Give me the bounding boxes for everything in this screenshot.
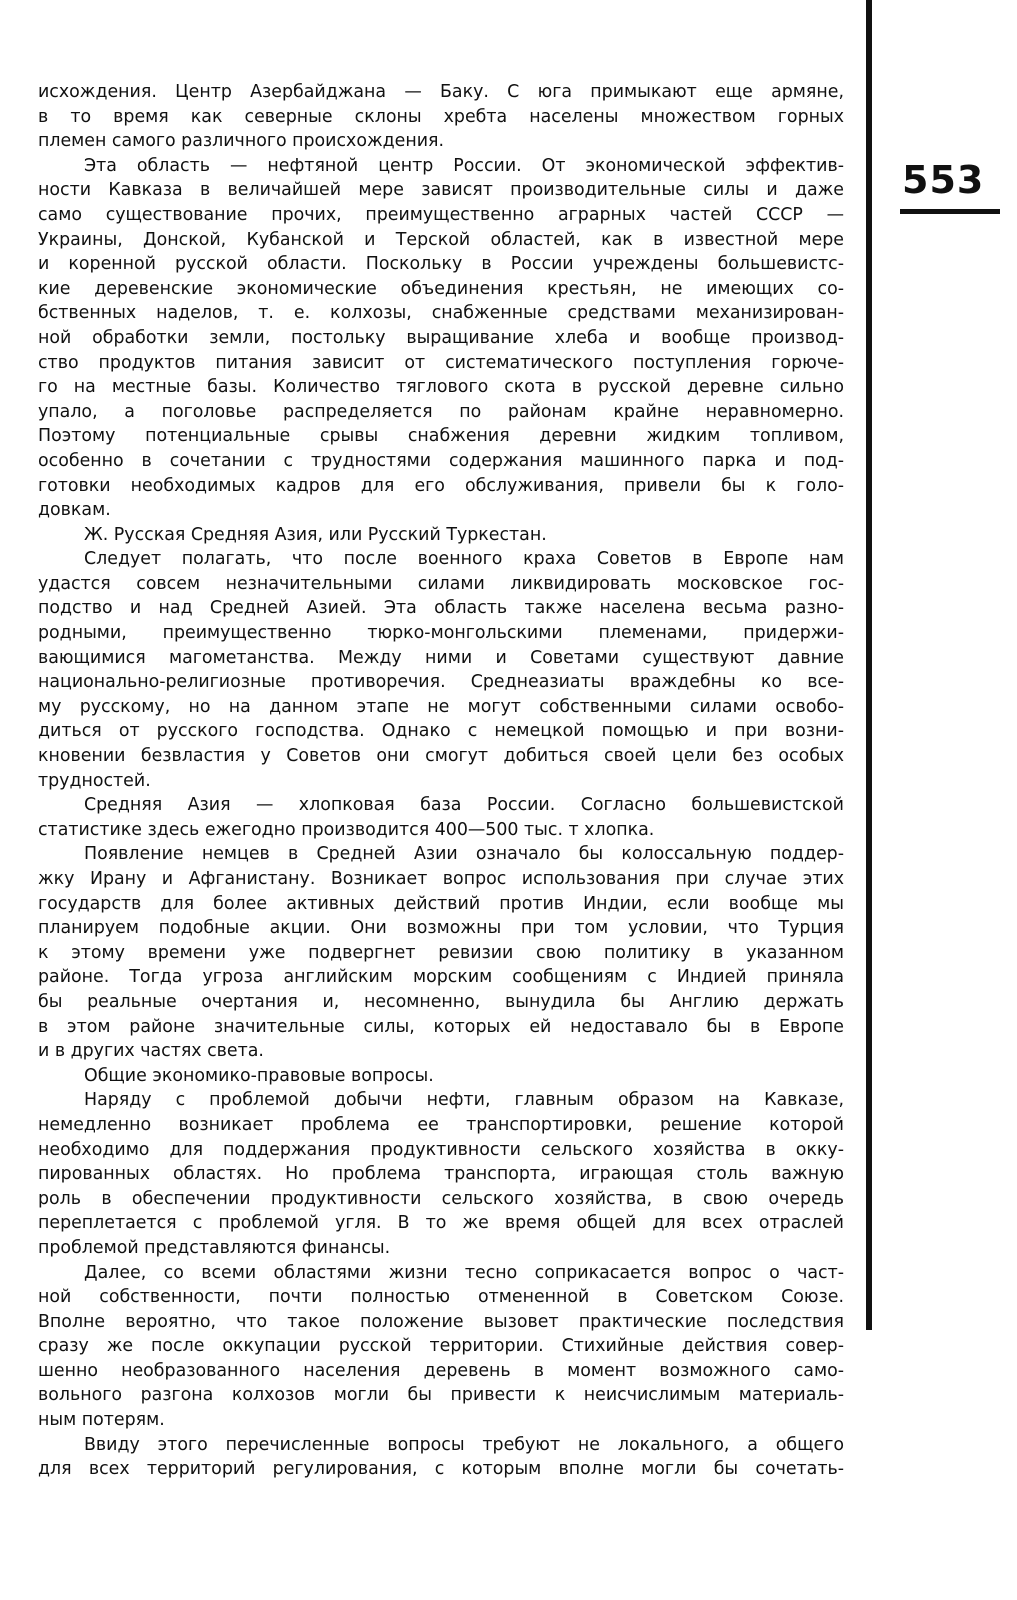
text-line: удастся совсем незначительными силами ликвидировать московское гос-	[38, 573, 844, 594]
text-line: в этом районе значительные силы, которых ей недоставало бы в Европе	[38, 1016, 844, 1037]
text-line: диться от русского господства. Однако с немецкой помощью и при возни-	[38, 721, 844, 742]
text-line: кие деревенские экономические объединения крестьян, не имеющих со-	[38, 278, 844, 299]
text-line: кновении безвластия у Советов они смогут добиться своей цели без особых	[38, 746, 844, 767]
text-line: для всех территорий регулирования, с которым вполне могли бы сочетать-	[38, 1459, 844, 1480]
text-line: бы реальные очертания и, несомненно, вынудила бы Англию держать	[38, 991, 844, 1012]
text-line: планируем подобные акции. Они возможны при том условии, что Турция	[38, 918, 844, 939]
text-line: ной собственности, почти полностью отмененной в Советском Союзе.	[38, 1287, 844, 1308]
text-line: родными, преимущественно тюрко-монгольскими племенами, придержи-	[38, 623, 844, 644]
text-line: му русскому, но на данном этапе не могут собственными силами освобо-	[38, 696, 844, 717]
text-line: немедленно возникает проблема ее транспортировки, решение которой	[38, 1114, 844, 1135]
text-line: Украины, Донской, Кубанской и Терской областей, как в известной мере	[38, 229, 844, 250]
text-line: пированных областях. Но проблема транспорта, играющая столь важную	[38, 1164, 844, 1185]
text-line: роль в обеспечении продуктивности сельского хозяйства, в свою очередь	[38, 1188, 844, 1209]
text-line: Общие экономико-правовые вопросы.	[84, 1065, 434, 1086]
text-line: вающимися магометанства. Между ними и Советами существуют давние	[38, 647, 844, 668]
text-line: переплетается с проблемой угля. В то же время общей для всех отраслей	[38, 1213, 844, 1234]
text-line: жку Ирану и Афганистану. Возникает вопрос использования при случае этих	[38, 869, 844, 889]
text-line: особенно в сочетании с трудностями содержания машинного парка и под-	[38, 450, 844, 471]
text-line: в то время как северные склоны хребта населены множеством горных	[38, 106, 844, 127]
page-number-rule	[900, 209, 1000, 214]
text-line: ным потерям.	[38, 1410, 165, 1431]
text-line: подство и над Средней Азией. Эта область также населена весьма разно-	[38, 598, 844, 619]
body-text	[38, 80, 844, 1482]
text-line: исхождения. Центр Азербайджана — Баку. С юга примыкают еще армяне,	[38, 82, 844, 102]
text-line: и коренной русской области. Поскольку в России учреждены большевистс-	[38, 254, 844, 275]
margin-vertical-rule	[866, 0, 872, 1330]
text-line: го на местные базы. Количество тяглового скота в русской деревне сильно	[38, 377, 844, 398]
text-line: трудностей.	[38, 770, 151, 791]
text-line: Далее, со всеми областями жизни тесно соприкасается вопрос о част-	[84, 1262, 844, 1283]
text-line: национально-религиозные противоречия. Среднеазиаты враждебны ко все-	[38, 672, 844, 693]
text-line: довкам.	[38, 500, 111, 521]
text-line: районе. Тогда угроза английским морским сообщениям с Индией приняла	[38, 967, 844, 988]
text-line: Поэтому потенциальные срывы снабжения деревни жидким топливом,	[38, 426, 844, 447]
text-line: Средняя Азия — хлопковая база России. Согласно большевистской	[84, 795, 844, 816]
text-line: и в других частях света.	[38, 1041, 264, 1062]
text-line: Ж. Русская Средняя Азия, или Русский Туркестан.	[84, 524, 547, 545]
text-line: племен самого различного происхождения.	[38, 131, 445, 152]
text-line: Ввиду этого перечисленные вопросы требуют не локального, а общего	[84, 1434, 844, 1455]
text-line: необходимо для поддержания продуктивности сельского хозяйства в окку-	[38, 1139, 844, 1160]
text-line: упало, а поголовье распределяется по районам крайне неравномерно.	[38, 401, 844, 422]
text-line: проблемой представляются финансы.	[38, 1237, 391, 1258]
text-line: Появление немцев в Средней Азии означало бы колоссальную поддер-	[84, 844, 844, 865]
text-line: Вполне вероятно, что такое положение вызовет практические последствия	[38, 1311, 844, 1332]
text-line: ство продуктов питания зависит от систематического поступления горюче-	[38, 352, 844, 373]
text-line: ности Кавказа в величайшей мере зависят производительные силы и даже	[38, 180, 844, 201]
text-line: ной обработки земли, постольку выращивание хлеба и вообще производ-	[38, 327, 844, 348]
text-line: готовки необходимых кадров для его обслуживания, привели бы к голо-	[38, 475, 844, 496]
text-line: само существование прочих, преимущественно аграрных частей СССР —	[38, 204, 844, 225]
text-line: статистике здесь ежегодно производится 400—500 тыс. т хлопка.	[38, 819, 655, 840]
text-line: Наряду с проблемой добычи нефти, главным образом на Кавказе,	[84, 1090, 844, 1111]
page-number: 553	[902, 158, 985, 202]
text-line: к этому времени уже подвергнет ревизии свою политику в указанном	[38, 942, 844, 963]
text-line: Эта область — нефтяной центр России. От экономической эффектив-	[84, 155, 844, 176]
text-line: вольного разгона колхозов могли бы привести к неисчислимым материаль-	[38, 1385, 844, 1406]
text-line: Следует полагать, что после военного краха Советов в Европе нам	[84, 549, 844, 570]
text-line: сразу же после оккупации русской территории. Стихийные действия совер-	[38, 1336, 844, 1357]
text-line: государств для более активных действий против Индии, если вообще мы	[38, 893, 844, 914]
text-line: бственных наделов, т. е. колхозы, снабженные средствами механизирован-	[38, 303, 844, 324]
text-line: шенно необразованного населения деревень в момент возможного само-	[38, 1360, 844, 1381]
